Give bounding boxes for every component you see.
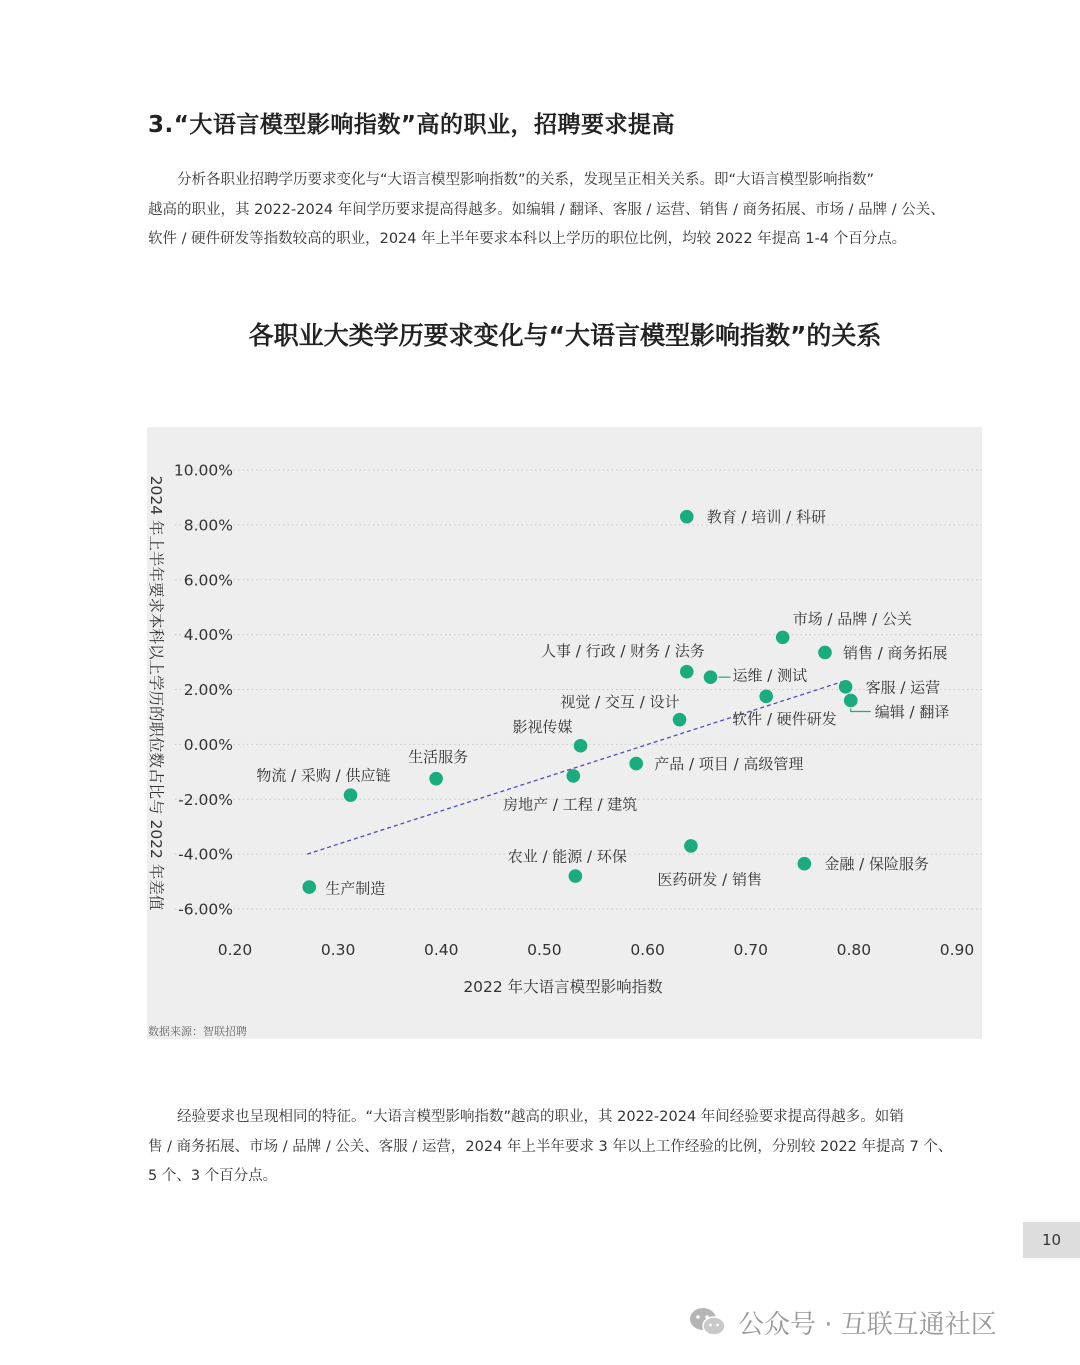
scatter-point	[344, 788, 358, 802]
point-label: 医药研发 / 销售	[657, 870, 762, 889]
experience-line-2: 售 / 商务拓展、市场 / 品牌 / 公关、客服 / 运营，2024 年上半年要求 3 年以上工作经验的比例，分别较 2022 年提高 7 个、	[148, 1138, 953, 1155]
y-tick-label: 0.00%	[183, 735, 233, 754]
scatter-chart	[147, 427, 982, 1039]
point-label: 农业 / 能源 / 环保	[507, 847, 627, 866]
y-tick-label: 10.00%	[173, 461, 233, 480]
chart-panel	[147, 427, 982, 1039]
x-tick-label: 0.50	[527, 941, 562, 959]
scatter-point	[302, 880, 316, 894]
chart-title: 各职业大类学历要求变化与“大语言模型影响指数”的关系	[248, 321, 882, 350]
intro-line-3: 软件 / 硬件研发等指数较高的职业，2024 年上半年要求本科以上学历的职位比例，均较 2022 年提高 1-4 个百分点。	[148, 231, 907, 247]
section-title: 3.“大语言模型影响指数”高的职业，招聘要求提高	[148, 112, 675, 138]
x-tick-label: 0.40	[424, 941, 459, 959]
scatter-point	[574, 739, 588, 753]
point-label: 影视传媒	[512, 718, 573, 737]
y-tick-label: 6.00%	[183, 571, 233, 590]
point-label: 软件 / 硬件研发	[732, 709, 837, 728]
point-label: 教育 / 培训 / 科研	[706, 508, 826, 527]
data-source: 数据来源：智联招聘	[148, 1025, 247, 1038]
x-tick-label: 0.70	[733, 941, 768, 959]
point-label: 销售 / 商务拓展	[842, 643, 948, 662]
y-tick-label: 4.00%	[183, 626, 233, 645]
intro-paragraph	[148, 166, 988, 255]
footer-label: 公众号 · 互联互通社区	[738, 1309, 997, 1340]
point-label: 市场 / 品牌 / 公关	[792, 609, 912, 628]
scatter-point	[684, 839, 698, 853]
scatter-point	[569, 869, 583, 883]
intro-line-1: 分析各职业招聘学历要求变化与“大语言模型影响指数”的关系，发现呈正相关关系。即“大语言模型影响指数”	[177, 172, 875, 188]
scatter-point	[429, 772, 443, 786]
y-tick-label: -4.00%	[178, 845, 233, 864]
point-label: 房地产 / 工程 / 建筑	[503, 795, 638, 814]
point-label: 金融 / 保险服务	[824, 855, 929, 874]
y-tick-labels	[174, 462, 233, 919]
scatter-point	[776, 631, 790, 645]
scatter-point	[704, 670, 718, 684]
point-label: 运维 / 测试	[732, 666, 808, 685]
scatter-point	[673, 713, 687, 727]
x-tick-label: 0.90	[939, 941, 975, 959]
scatter-point	[818, 646, 832, 660]
point-label: 视觉 / 交互 / 设计	[560, 693, 680, 712]
scatter-point	[798, 857, 812, 871]
scatter-point	[680, 510, 694, 524]
experience-line-3: 5 个、3 个百分点。	[148, 1168, 278, 1184]
y-axis-label: 2024 年上半年要求本科以上学历的职位数占比与 2022 年差值	[147, 475, 165, 911]
x-tick-label: 0.60	[630, 941, 665, 959]
intro-line-2: 越高的职业，其 2022-2024 年间学历要求提高得越多。如编辑 / 翻译、客服 / 运营、销售 / 商务拓展、市场 / 品牌 / 公关、	[148, 201, 945, 218]
point-label: 人事 / 行政 / 财务 / 法务	[540, 642, 705, 661]
y-tick-label: 2.00%	[183, 681, 233, 699]
x-tick-label: 0.80	[836, 941, 872, 959]
point-label: 编辑 / 翻译	[874, 702, 950, 721]
scatter-point	[759, 690, 773, 704]
x-tick-labels	[218, 941, 975, 959]
y-tick-label: -2.00%	[178, 790, 233, 809]
experience-paragraph	[148, 1103, 988, 1192]
page-number: 10	[1023, 1222, 1080, 1258]
grid-lines	[175, 470, 982, 909]
scatter-point	[680, 665, 694, 679]
point-label: 物流 / 采购 / 供应链	[256, 766, 391, 785]
scatter-point	[567, 769, 581, 783]
x-tick-label: 0.30	[320, 941, 356, 959]
scatter-point	[844, 694, 858, 708]
scatter-point	[839, 680, 853, 694]
experience-line-1: 经验要求也呈现相同的特征。“大语言模型影响指数”越高的职业，其 2022-2024 年间经验要求提高得越多。如销	[177, 1109, 904, 1125]
y-tick-label: 8.00%	[183, 516, 233, 535]
label-leader-line	[851, 708, 871, 711]
x-axis-label: 2022 年大语言模型影响指数	[463, 978, 663, 996]
scatter-point	[629, 757, 643, 771]
x-tick-label: 0.20	[217, 941, 253, 959]
y-tick-label: -6.00%	[178, 900, 233, 919]
footer-watermark	[688, 1300, 997, 1344]
wechat-icon	[688, 1306, 728, 1338]
point-label: 生产制造	[325, 879, 386, 898]
point-label: 产品 / 项目 / 高级管理	[654, 755, 804, 774]
point-label: 生活服务	[408, 748, 469, 767]
point-label: 客服 / 运营	[865, 678, 941, 697]
